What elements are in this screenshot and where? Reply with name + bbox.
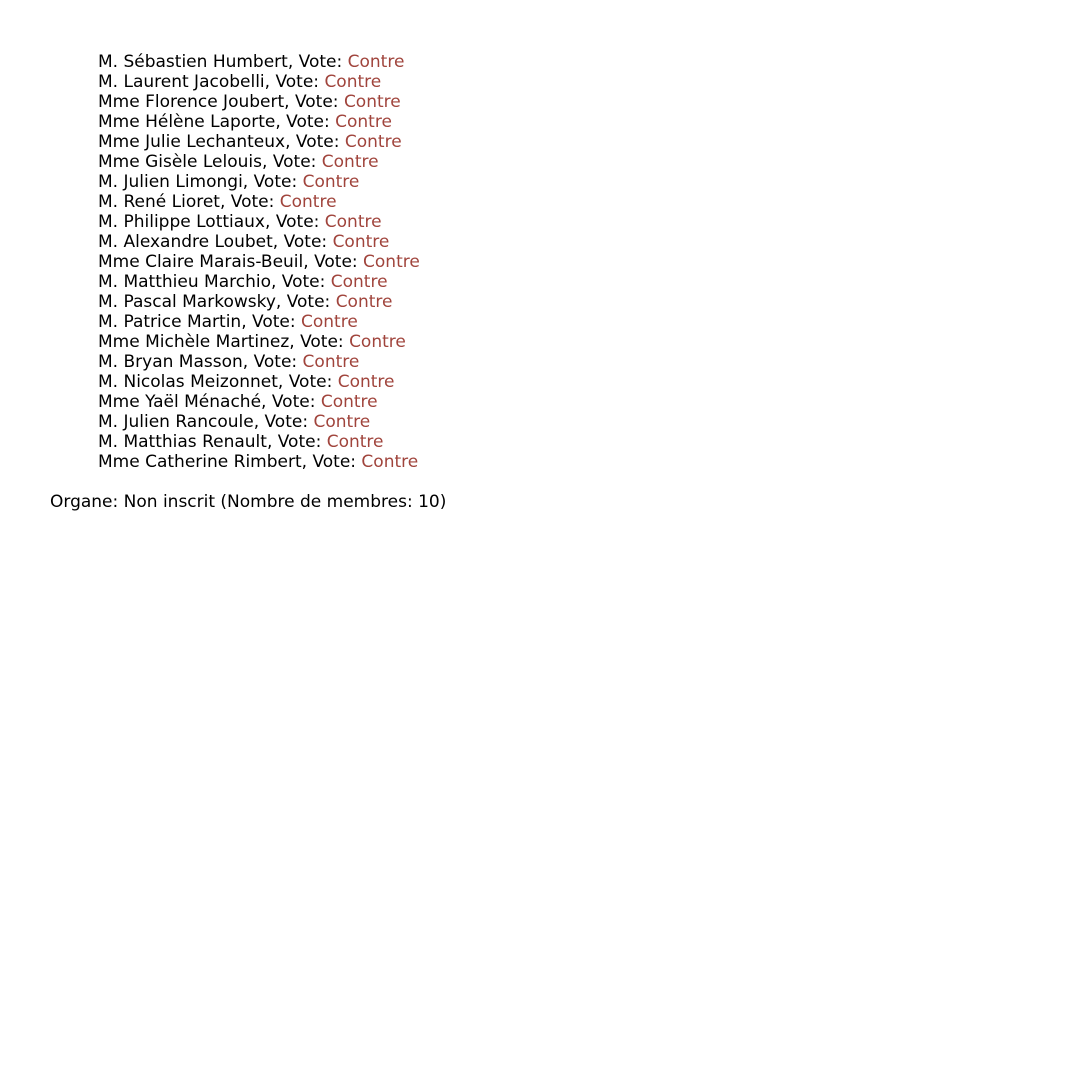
vote-label: Vote:	[314, 252, 358, 272]
vote-document	[50, 52, 446, 512]
deputy-name: M. Laurent Jacobelli	[98, 72, 265, 92]
vote-line: Mme Catherine Rimbert, Vote: Contre	[98, 452, 419, 472]
vote-label: Vote:	[272, 152, 317, 172]
deputy-name: M. Matthieu Marchio	[98, 272, 271, 292]
vote-label: Vote:	[286, 292, 331, 312]
vote-value: Contre	[349, 332, 406, 352]
vote-value: Contre	[324, 72, 382, 92]
vote-value: Contre	[363, 252, 420, 272]
vote-value: Contre	[337, 372, 395, 392]
vote-line: M. Sébastien Humbert, Vote: Contre	[98, 52, 405, 72]
deputy-name: M. Nicolas Meizonnet	[98, 372, 278, 392]
vote-value: Contre	[302, 172, 360, 192]
vote-line: M. Matthias Renault, Vote: Contre	[98, 432, 384, 452]
vote-list	[50, 52, 446, 472]
deputy-name: Mme Hélène Laporte	[98, 112, 276, 132]
vote-label: Vote:	[281, 272, 326, 292]
deputy-name: M. Bryan Masson	[98, 352, 243, 372]
deputy-name: Mme Claire Marais-Beuil	[98, 252, 304, 272]
vote-value: Contre	[335, 112, 392, 132]
vote-value: Contre	[347, 52, 405, 72]
vote-line: M. Philippe Lottiaux, Vote: Contre	[98, 212, 382, 232]
vote-line: M. Julien Limongi, Vote: Contre	[98, 172, 360, 192]
vote-label: Vote:	[271, 392, 316, 412]
vote-label: Vote:	[286, 112, 330, 132]
deputy-name: M. Patrice Martin	[98, 312, 242, 332]
vote-line: Mme Julie Lechanteux, Vote: Contre	[98, 132, 402, 152]
deputy-name: M. Alexandre Loubet	[98, 232, 273, 252]
vote-value: Contre	[361, 452, 419, 472]
vote-line: M. Patrice Martin, Vote: Contre	[98, 312, 358, 332]
vote-label: Vote:	[283, 232, 328, 252]
vote-label: Vote:	[277, 432, 322, 452]
vote-line: M. René Lioret, Vote: Contre	[98, 192, 337, 212]
deputy-name: Mme Michèle Martinez	[98, 332, 290, 352]
vote-label: Vote:	[300, 332, 344, 352]
vote-line: M. Alexandre Loubet, Vote: Contre	[98, 232, 390, 252]
vote-label: Vote:	[275, 212, 320, 232]
deputy-name: M. Sébastien Humbert	[98, 52, 288, 72]
vote-value: Contre	[330, 272, 388, 292]
vote-label: Vote:	[288, 372, 333, 392]
vote-line: M. Matthieu Marchio, Vote: Contre	[98, 272, 388, 292]
vote-label: Vote:	[298, 52, 343, 72]
vote-line: Mme Claire Marais-Beuil, Vote: Contre	[98, 252, 420, 272]
vote-label: Vote:	[230, 192, 275, 212]
vote-label: Vote:	[264, 412, 309, 432]
vote-label: Vote:	[295, 132, 340, 152]
vote-line: Mme Yaël Ménaché, Vote: Contre	[98, 392, 378, 412]
vote-value: Contre	[301, 312, 358, 332]
vote-value: Contre	[320, 392, 378, 412]
vote-value: Contre	[335, 292, 393, 312]
vote-value: Contre	[344, 132, 402, 152]
vote-line: M. Pascal Markowsky, Vote: Contre	[98, 292, 393, 312]
vote-line: Mme Florence Joubert, Vote: Contre	[98, 92, 401, 112]
deputy-name: M. Julien Limongi	[98, 172, 243, 192]
vote-value: Contre	[326, 432, 384, 452]
vote-label: Vote:	[275, 72, 320, 92]
vote-label: Vote:	[312, 452, 357, 472]
deputy-name: Mme Catherine Rimbert	[98, 452, 302, 472]
vote-line: Mme Hélène Laporte, Vote: Contre	[98, 112, 392, 132]
organe-heading: Organe: Non inscrit (Nombre de membres: 10)	[50, 492, 447, 512]
deputy-name: M. Julien Rancoule	[98, 412, 254, 432]
deputy-name: Mme Gisèle Lelouis	[98, 152, 262, 172]
vote-value: Contre	[332, 232, 390, 252]
vote-value: Contre	[302, 352, 360, 372]
vote-line: M. Julien Rancoule, Vote: Contre	[98, 412, 371, 432]
deputy-name: M. Philippe Lottiaux	[98, 212, 265, 232]
deputy-name: Mme Florence Joubert	[98, 92, 285, 112]
deputy-name: M. Pascal Markowsky	[98, 292, 276, 312]
vote-line: Mme Michèle Martinez, Vote: Contre	[98, 332, 406, 352]
deputy-name: M. René Lioret	[98, 192, 220, 212]
deputy-name: Mme Yaël Ménaché	[98, 392, 262, 412]
vote-label: Vote:	[252, 312, 296, 332]
vote-value: Contre	[324, 212, 382, 232]
vote-value: Contre	[343, 92, 401, 112]
vote-value: Contre	[321, 152, 379, 172]
deputy-name: Mme Julie Lechanteux	[98, 132, 286, 152]
vote-line: Mme Gisèle Lelouis, Vote: Contre	[98, 152, 379, 172]
vote-line: M. Bryan Masson, Vote: Contre	[98, 352, 360, 372]
vote-line: M. Nicolas Meizonnet, Vote: Contre	[98, 372, 395, 392]
vote-label: Vote:	[253, 172, 298, 192]
vote-value: Contre	[313, 412, 371, 432]
vote-label: Vote:	[253, 352, 298, 372]
deputy-name: M. Matthias Renault	[98, 432, 267, 452]
vote-label: Vote:	[294, 92, 339, 112]
vote-value: Contre	[279, 192, 337, 212]
vote-line: M. Laurent Jacobelli, Vote: Contre	[98, 72, 382, 92]
